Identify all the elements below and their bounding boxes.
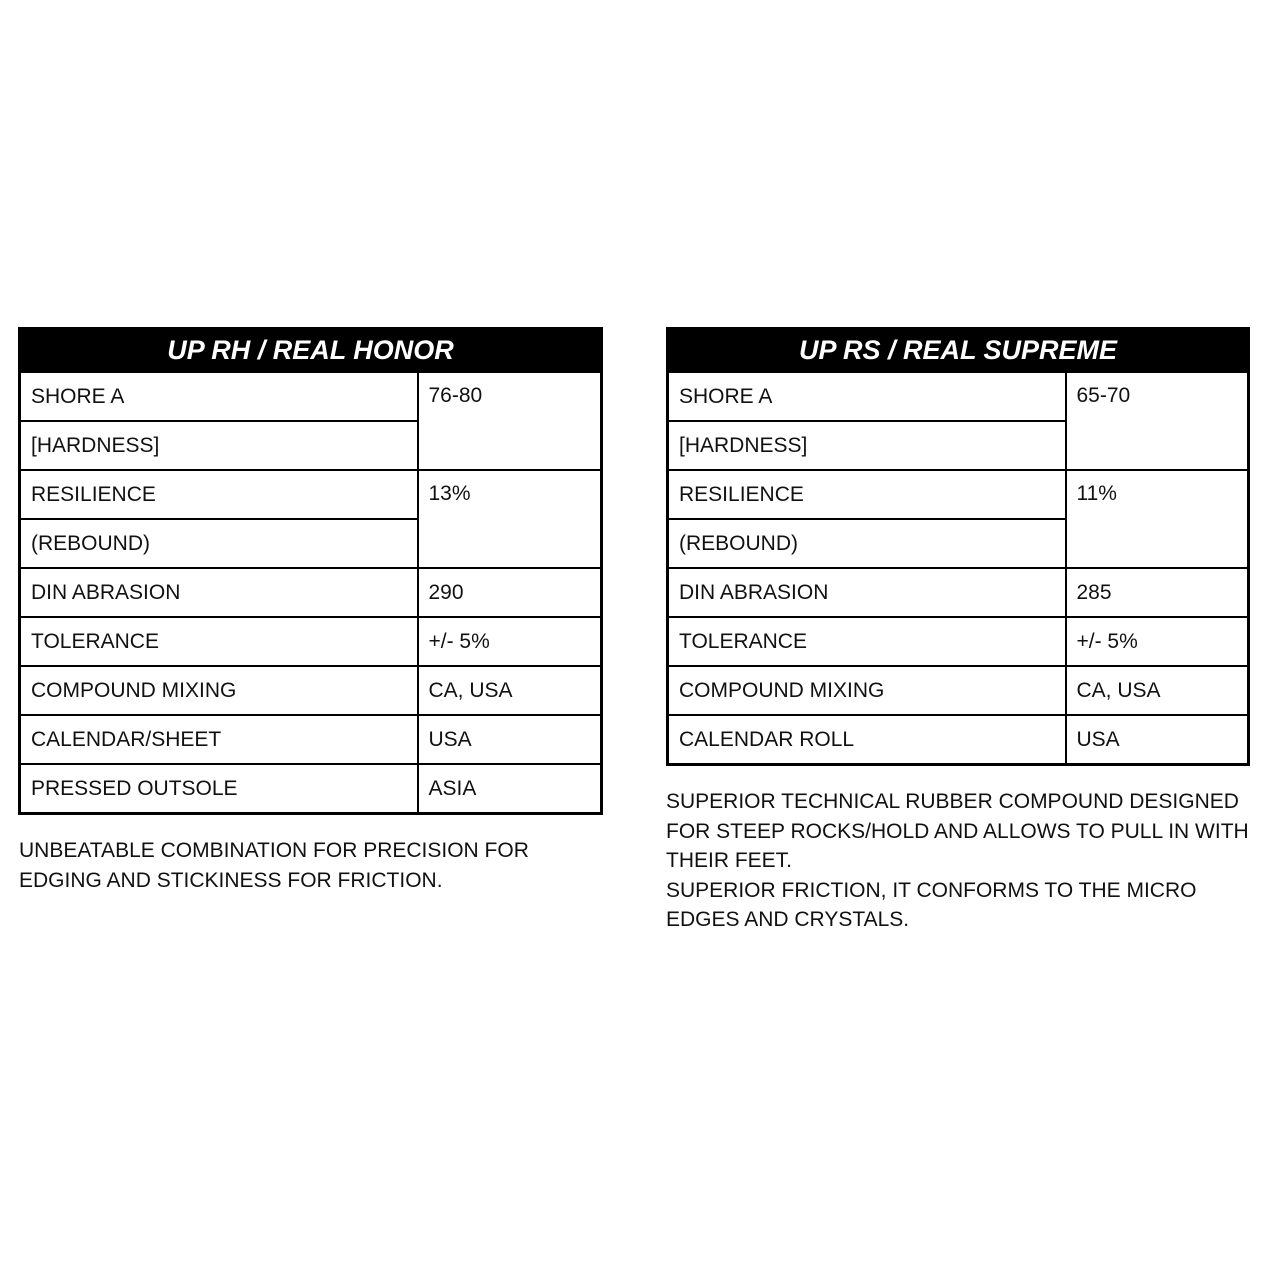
- row-label: COMPOUND MIXING: [20, 666, 418, 715]
- row-label: SHORE A: [20, 372, 418, 422]
- row-label: (REBOUND): [668, 519, 1066, 568]
- row-value: 65-70: [1066, 372, 1249, 471]
- table-row: [20, 617, 602, 666]
- row-label: TOLERANCE: [668, 617, 1066, 666]
- table-row: [668, 666, 1249, 715]
- row-value: ASIA: [418, 764, 602, 814]
- row-label: CALENDAR ROLL: [668, 715, 1066, 765]
- table-row: [20, 764, 602, 814]
- row-label: SHORE A: [668, 372, 1066, 422]
- row-label: (REBOUND): [20, 519, 418, 568]
- row-label: TOLERANCE: [20, 617, 418, 666]
- row-label: CALENDAR/SHEET: [20, 715, 418, 764]
- table-row: [20, 470, 602, 519]
- table-title: UP RH / REAL HONOR: [20, 329, 602, 372]
- row-value: 11%: [1066, 470, 1249, 568]
- table-row: [20, 715, 602, 764]
- row-label: [HARDNESS]: [668, 421, 1066, 470]
- row-value: 285: [1066, 568, 1249, 617]
- description-paragraph: SUPERIOR FRICTION, IT CONFORMS TO THE MICRO EDGES AND CRYSTALS.: [666, 878, 1197, 931]
- row-value: 76-80: [418, 372, 602, 471]
- row-value: 290: [418, 568, 602, 617]
- row-label: RESILIENCE: [668, 470, 1066, 519]
- row-label: COMPOUND MIXING: [668, 666, 1066, 715]
- row-label: RESILIENCE: [20, 470, 418, 519]
- table-row: [668, 568, 1249, 617]
- real-supreme-spec-table: [666, 327, 1250, 766]
- table-row: [668, 372, 1249, 422]
- row-value: USA: [418, 715, 602, 764]
- table-row: [668, 715, 1249, 765]
- real-supreme-description: [666, 787, 1266, 935]
- table-row: [20, 372, 602, 422]
- row-label: DIN ABRASION: [668, 568, 1066, 617]
- table-row: [668, 470, 1249, 519]
- row-label: PRESSED OUTSOLE: [20, 764, 418, 814]
- description-paragraph: UNBEATABLE COMBINATION FOR PRECISION FOR EDGING AND STICKINESS FOR FRICTION.: [19, 839, 529, 892]
- description-paragraph: SUPERIOR TECHNICAL RUBBER COMPOUND DESIGNED FOR STEEP ROCKS/HOLD AND ALLOWS TO PULL IN WITH THEIR FEET.: [666, 790, 1249, 872]
- real-honor-description: [19, 836, 579, 895]
- row-label: [HARDNESS]: [20, 421, 418, 470]
- row-value: +/- 5%: [1066, 617, 1249, 666]
- row-label: DIN ABRASION: [20, 568, 418, 617]
- row-value: CA, USA: [1066, 666, 1249, 715]
- row-value: 13%: [418, 470, 602, 568]
- row-value: +/- 5%: [418, 617, 602, 666]
- row-value: CA, USA: [418, 666, 602, 715]
- real-honor-spec-table: [18, 327, 603, 815]
- table-title: UP RS / REAL SUPREME: [668, 329, 1249, 372]
- table-row: [668, 617, 1249, 666]
- row-value: USA: [1066, 715, 1249, 765]
- table-row: [20, 568, 602, 617]
- table-row: [20, 666, 602, 715]
